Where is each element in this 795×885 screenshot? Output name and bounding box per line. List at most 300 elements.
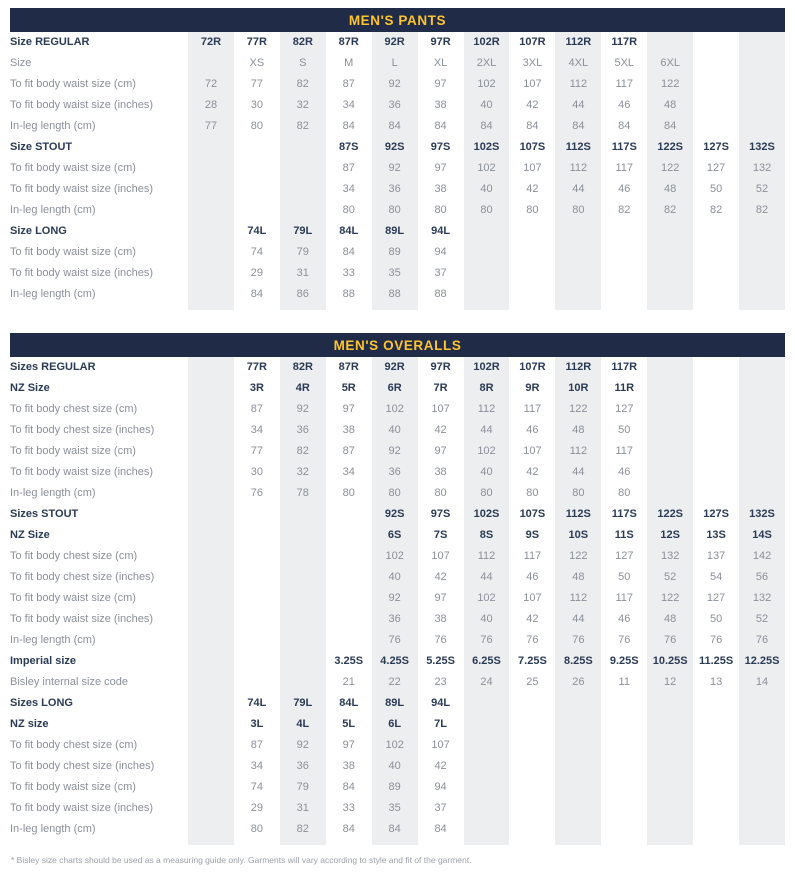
- size-cell: [188, 399, 234, 420]
- size-cell: 72: [188, 74, 234, 95]
- size-cell: 97R: [430, 361, 451, 373]
- size-cell: 22: [372, 672, 418, 693]
- size-cell: [601, 242, 647, 263]
- size-cell: 112: [464, 546, 510, 567]
- size-cell: [693, 263, 739, 284]
- size-cell: 23: [434, 676, 447, 688]
- size-cell: 79: [280, 242, 326, 263]
- row-label: [10, 840, 188, 845]
- size-cell: 46: [618, 466, 631, 478]
- size-cell: 2XL: [464, 53, 510, 74]
- size-cell: 8R: [464, 378, 510, 399]
- table-row: [10, 378, 785, 399]
- size-cell: 8.25S: [555, 651, 601, 672]
- size-cell: 48: [555, 420, 601, 441]
- size-cell: 94L: [431, 697, 451, 709]
- size-cell: [647, 305, 693, 310]
- size-cell: [601, 263, 647, 284]
- size-cell: 34: [342, 99, 355, 111]
- size-cell: [464, 221, 510, 242]
- size-cell: 4L: [280, 714, 326, 735]
- size-cell: [188, 200, 234, 221]
- size-cell: 107: [431, 550, 450, 562]
- size-cell: [234, 305, 280, 310]
- size-cell: [326, 567, 372, 588]
- row-label: To fit body chest size (cm): [10, 739, 138, 751]
- size-cell: 94: [434, 246, 447, 258]
- size-cell: [601, 735, 647, 756]
- size-cell: 80: [526, 204, 539, 216]
- size-cell: 36: [372, 462, 418, 483]
- size-cell: 82: [647, 200, 693, 221]
- size-cell: 5R: [341, 382, 356, 394]
- table-row: [10, 284, 785, 305]
- size-cell: [280, 672, 326, 693]
- size-cell: 132: [647, 546, 693, 567]
- size-cell: 74L: [247, 697, 267, 709]
- size-cell: 102R: [464, 357, 510, 378]
- size-cell: [188, 819, 234, 840]
- size-cell: [693, 441, 739, 462]
- size-cell: 82: [739, 200, 785, 221]
- size-cell: 92: [372, 158, 418, 179]
- size-cell: [464, 305, 510, 310]
- row-label: To fit body waist size (cm): [10, 781, 136, 793]
- size-cell: [555, 756, 601, 777]
- row-label: Bisley internal size code: [10, 676, 129, 688]
- size-cell: [234, 840, 280, 845]
- size-cell: 3R: [249, 382, 264, 394]
- size-cell: 102: [464, 441, 510, 462]
- size-cell: [601, 693, 647, 714]
- row-label: In-leg length (cm): [10, 487, 96, 499]
- size-cell: 42: [526, 466, 539, 478]
- size-cell: 76: [709, 634, 723, 646]
- mens-pants-title: MEN'S PANTS: [348, 12, 447, 28]
- table-row: [10, 525, 785, 546]
- size-cell: 79: [280, 777, 326, 798]
- size-cell: 5XL: [614, 57, 635, 69]
- size-cell: [188, 525, 234, 546]
- size-cell: 3.25S: [334, 655, 364, 667]
- size-cell: [693, 221, 739, 242]
- size-cell: 92R: [372, 357, 418, 378]
- size-cell: [647, 378, 693, 399]
- size-cell: 84: [555, 116, 601, 137]
- size-cell: 9R: [525, 382, 540, 394]
- size-cell: 32: [280, 462, 326, 483]
- size-cell: 38: [342, 760, 355, 772]
- size-cell: [188, 588, 234, 609]
- size-cell: 48: [647, 609, 693, 630]
- size-cell: 56: [739, 567, 785, 588]
- size-cell: [693, 95, 739, 116]
- size-cell: 77: [250, 78, 263, 90]
- size-cell: 34: [250, 760, 263, 772]
- row-label: Sizes LONG: [10, 697, 73, 709]
- size-cell: 86: [280, 284, 326, 305]
- size-cell: [188, 378, 234, 399]
- size-cell: 74: [250, 781, 263, 793]
- size-cell: 10S: [555, 525, 601, 546]
- size-cell: 97S: [430, 508, 451, 520]
- size-cell: 78: [280, 483, 326, 504]
- size-cell: 76: [739, 630, 785, 651]
- size-cell: 102S: [464, 504, 510, 525]
- size-cell: [693, 357, 739, 378]
- size-cell: 42: [526, 183, 539, 195]
- size-cell: [188, 567, 234, 588]
- size-cell: [464, 735, 510, 756]
- size-cell: [693, 284, 739, 305]
- size-cell: [280, 651, 326, 672]
- size-cell: [464, 284, 510, 305]
- size-cell: 34: [250, 424, 263, 436]
- size-cell: 36: [280, 420, 326, 441]
- size-cell: [188, 242, 234, 263]
- size-cell: 102: [372, 735, 418, 756]
- size-cell: [739, 95, 785, 116]
- size-cell: [280, 158, 326, 179]
- size-cell: 38: [434, 99, 447, 111]
- size-cell: [280, 588, 326, 609]
- row-label: In-leg length (cm): [10, 288, 96, 300]
- size-cell: [234, 179, 280, 200]
- size-cell: [280, 609, 326, 630]
- size-cell: [326, 630, 372, 651]
- size-cell: 40: [372, 756, 418, 777]
- size-cell: [739, 242, 785, 263]
- size-cell: [647, 399, 693, 420]
- size-cell: 31: [280, 798, 326, 819]
- size-cell: 50: [709, 613, 723, 625]
- size-cell: 6S: [372, 525, 418, 546]
- size-cell: [739, 116, 785, 137]
- size-cell: [326, 840, 372, 845]
- size-cell: [188, 137, 234, 158]
- size-cell: [188, 693, 234, 714]
- size-cell: [280, 525, 326, 546]
- size-cell: 80: [464, 483, 510, 504]
- size-cell: [739, 74, 785, 95]
- size-cell: 84: [342, 781, 355, 793]
- size-cell: [509, 735, 555, 756]
- size-cell: [188, 483, 234, 504]
- size-cell: 76: [647, 630, 693, 651]
- size-cell: 102S: [464, 137, 510, 158]
- size-cell: 52: [739, 609, 785, 630]
- size-cell: [509, 242, 555, 263]
- size-cell: 92: [372, 588, 418, 609]
- size-cell: 84: [342, 120, 355, 132]
- size-cell: 80: [342, 204, 355, 216]
- size-cell: [647, 357, 693, 378]
- size-cell: [601, 819, 647, 840]
- size-cell: [647, 819, 693, 840]
- size-cell: [739, 284, 785, 305]
- size-cell: 29: [250, 267, 263, 279]
- size-cell: 117R: [611, 36, 638, 48]
- row-label: To fit body waist size (inches): [10, 99, 154, 111]
- table-row: [10, 399, 785, 420]
- size-cell: 82: [709, 204, 723, 216]
- size-cell: 87: [250, 403, 263, 415]
- size-cell: [464, 756, 510, 777]
- row-label: Sizes REGULAR: [10, 361, 96, 373]
- size-cell: [693, 840, 739, 845]
- size-cell: [647, 441, 693, 462]
- size-cell: [188, 357, 234, 378]
- size-cell: 46: [526, 424, 539, 436]
- size-cell: [326, 305, 372, 310]
- size-cell: [555, 798, 601, 819]
- size-cell: 24: [464, 672, 510, 693]
- size-cell: 46: [526, 571, 539, 583]
- size-cell: [188, 735, 234, 756]
- size-cell: [188, 420, 234, 441]
- size-cell: [647, 693, 693, 714]
- size-cell: 132S: [739, 504, 785, 525]
- size-cell: 80: [464, 200, 510, 221]
- row-label: Size STOUT: [10, 141, 73, 153]
- size-cell: 132: [739, 158, 785, 179]
- size-cell: 112S: [555, 504, 601, 525]
- size-cell: 80: [434, 487, 447, 499]
- size-cell: 84: [647, 116, 693, 137]
- row-label: NZ size: [10, 718, 49, 730]
- size-cell: 76: [618, 634, 631, 646]
- size-cell: [693, 714, 739, 735]
- size-cell: 92: [372, 74, 418, 95]
- size-cell: 74: [250, 246, 263, 258]
- table-row: [10, 672, 785, 693]
- row-label: To fit body waist size (inches): [10, 183, 154, 195]
- size-cell: [739, 378, 785, 399]
- size-cell: 112: [555, 158, 601, 179]
- size-cell: 82R: [280, 32, 326, 53]
- row-label: Size LONG: [10, 225, 67, 237]
- size-cell: 97: [434, 592, 447, 604]
- size-cell: 40: [372, 420, 418, 441]
- size-cell: 82: [280, 74, 326, 95]
- size-cell: 80: [555, 483, 601, 504]
- size-cell: 29: [250, 802, 263, 814]
- size-cell: [464, 242, 510, 263]
- size-cell: [234, 609, 280, 630]
- size-cell: [234, 630, 280, 651]
- size-cell: 77R: [246, 361, 267, 373]
- table-row: [10, 798, 785, 819]
- size-cell: 89L: [372, 221, 418, 242]
- size-cell: 84: [250, 288, 263, 300]
- size-cell: 117: [615, 78, 634, 90]
- size-cell: XL: [433, 57, 448, 69]
- size-cell: [464, 798, 510, 819]
- size-cell: [647, 777, 693, 798]
- row-label: To fit body waist size (cm): [10, 78, 136, 90]
- size-cell: 112R: [555, 32, 601, 53]
- size-cell: [739, 756, 785, 777]
- size-cell: 88: [372, 284, 418, 305]
- size-cell: [693, 305, 739, 310]
- size-cell: [234, 158, 280, 179]
- size-cell: 13: [709, 676, 723, 688]
- mens-overalls-title-bar: [10, 333, 785, 357]
- size-cell: 117: [523, 550, 542, 562]
- size-cell: 7.25S: [518, 655, 547, 667]
- size-cell: [509, 798, 555, 819]
- size-cell: [601, 284, 647, 305]
- size-cell: 32: [280, 95, 326, 116]
- size-cell: [280, 305, 326, 310]
- size-cell: 107: [523, 592, 542, 604]
- size-cell: [555, 242, 601, 263]
- size-cell: 74L: [247, 225, 267, 237]
- size-cell: 84: [618, 120, 631, 132]
- size-cell: [188, 840, 234, 845]
- size-cell: [326, 525, 372, 546]
- table-row: [10, 137, 785, 158]
- size-cell: [188, 158, 234, 179]
- size-cell: 84: [342, 246, 355, 258]
- size-cell: 11S: [614, 529, 634, 541]
- size-cell: [739, 714, 785, 735]
- size-cell: 102: [372, 546, 418, 567]
- table-row: [10, 735, 785, 756]
- size-cell: 44: [464, 567, 510, 588]
- size-cell: [234, 200, 280, 221]
- size-cell: 84: [372, 819, 418, 840]
- row-label: To fit body waist size (inches): [10, 267, 154, 279]
- size-cell: [739, 305, 785, 310]
- mens-pants-table: [10, 32, 785, 310]
- row-label: To fit body waist size (cm): [10, 246, 136, 258]
- size-cell: 117S: [611, 508, 637, 520]
- size-cell: 94: [434, 781, 447, 793]
- size-cell: [509, 305, 555, 310]
- size-cell: [693, 735, 739, 756]
- size-cell: [693, 819, 739, 840]
- size-cell: [693, 798, 739, 819]
- mens-overalls-table: [10, 357, 785, 845]
- size-cell: 88: [342, 288, 355, 300]
- size-cell: 122: [555, 546, 601, 567]
- size-cell: 50: [709, 183, 723, 195]
- size-cell: [188, 263, 234, 284]
- size-cell: 9S: [525, 529, 540, 541]
- size-cell: 46: [618, 99, 631, 111]
- size-cell: 37: [434, 267, 447, 279]
- size-cell: 97: [434, 78, 447, 90]
- size-cell: 107S: [519, 508, 546, 520]
- size-cell: [326, 609, 372, 630]
- mens-overalls-chart: [10, 333, 785, 845]
- size-cell: [326, 504, 372, 525]
- size-cell: [555, 305, 601, 310]
- table-row: [10, 32, 785, 53]
- size-cell: 3XL: [522, 57, 543, 69]
- size-cell: 13S: [706, 529, 726, 541]
- size-cell: 80: [555, 200, 601, 221]
- table-row: [10, 693, 785, 714]
- row-label: In-leg length (cm): [10, 120, 96, 132]
- size-cell: 76: [434, 634, 447, 646]
- size-cell: [234, 137, 280, 158]
- size-cell: 52: [647, 567, 693, 588]
- size-cell: 33: [342, 802, 355, 814]
- table-row: [10, 588, 785, 609]
- size-cell: [739, 441, 785, 462]
- size-cell: 79L: [280, 221, 326, 242]
- table-row: [10, 357, 785, 378]
- size-cell: [739, 399, 785, 420]
- row-label: [10, 305, 188, 310]
- size-cell: [234, 651, 280, 672]
- size-cell: [739, 693, 785, 714]
- row-label: To fit body chest size (inches): [10, 571, 155, 583]
- size-cell: 82: [280, 441, 326, 462]
- size-cell: [509, 284, 555, 305]
- size-cell: 4.25S: [372, 651, 418, 672]
- size-cell: 28: [188, 95, 234, 116]
- size-cell: 14S: [739, 525, 785, 546]
- size-cell: 87: [342, 78, 355, 90]
- size-cell: 122: [555, 399, 601, 420]
- size-cell: 76: [464, 630, 510, 651]
- size-cell: 42: [526, 613, 539, 625]
- row-label: To fit body waist size (inches): [10, 802, 154, 814]
- size-cell: 127: [706, 592, 726, 604]
- size-cell: [601, 756, 647, 777]
- size-cell: 52: [739, 179, 785, 200]
- size-cell: [509, 756, 555, 777]
- size-cell: 92: [372, 441, 418, 462]
- size-cell: 84: [434, 120, 447, 132]
- size-cell: [509, 714, 555, 735]
- table-row: [10, 714, 785, 735]
- size-cell: 11R: [614, 382, 635, 394]
- size-cell: [601, 305, 647, 310]
- row-label: To fit body waist size (cm): [10, 592, 136, 604]
- table-row: [10, 462, 785, 483]
- size-cell: 36: [372, 179, 418, 200]
- size-cell: 7R: [433, 382, 448, 394]
- size-cell: 40: [372, 567, 418, 588]
- size-cell: 84: [372, 116, 418, 137]
- table-row: [10, 74, 785, 95]
- size-cell: [509, 777, 555, 798]
- size-cell: 48: [555, 567, 601, 588]
- size-cell: 97: [434, 445, 447, 457]
- row-label: NZ Size: [10, 382, 50, 394]
- size-cell: 72R: [188, 32, 234, 53]
- size-cell: 48: [647, 95, 693, 116]
- size-cell: 97: [342, 739, 355, 751]
- size-cell: 82: [618, 204, 631, 216]
- size-cell: 7S: [433, 529, 448, 541]
- size-cell: 89: [372, 777, 418, 798]
- row-label: In-leg length (cm): [10, 204, 96, 216]
- size-cell: 94L: [431, 225, 451, 237]
- size-cell: 107: [523, 445, 542, 457]
- footnote: * Bisley size charts should be used as a measuring guide only. Garments will vary according to style and fit of the garment.: [11, 855, 472, 865]
- size-cell: 4XL: [555, 53, 601, 74]
- size-cell: [280, 567, 326, 588]
- size-cell: 87: [250, 739, 263, 751]
- table-row: [10, 200, 785, 221]
- size-cell: [693, 693, 739, 714]
- size-cell: 132S: [739, 137, 785, 158]
